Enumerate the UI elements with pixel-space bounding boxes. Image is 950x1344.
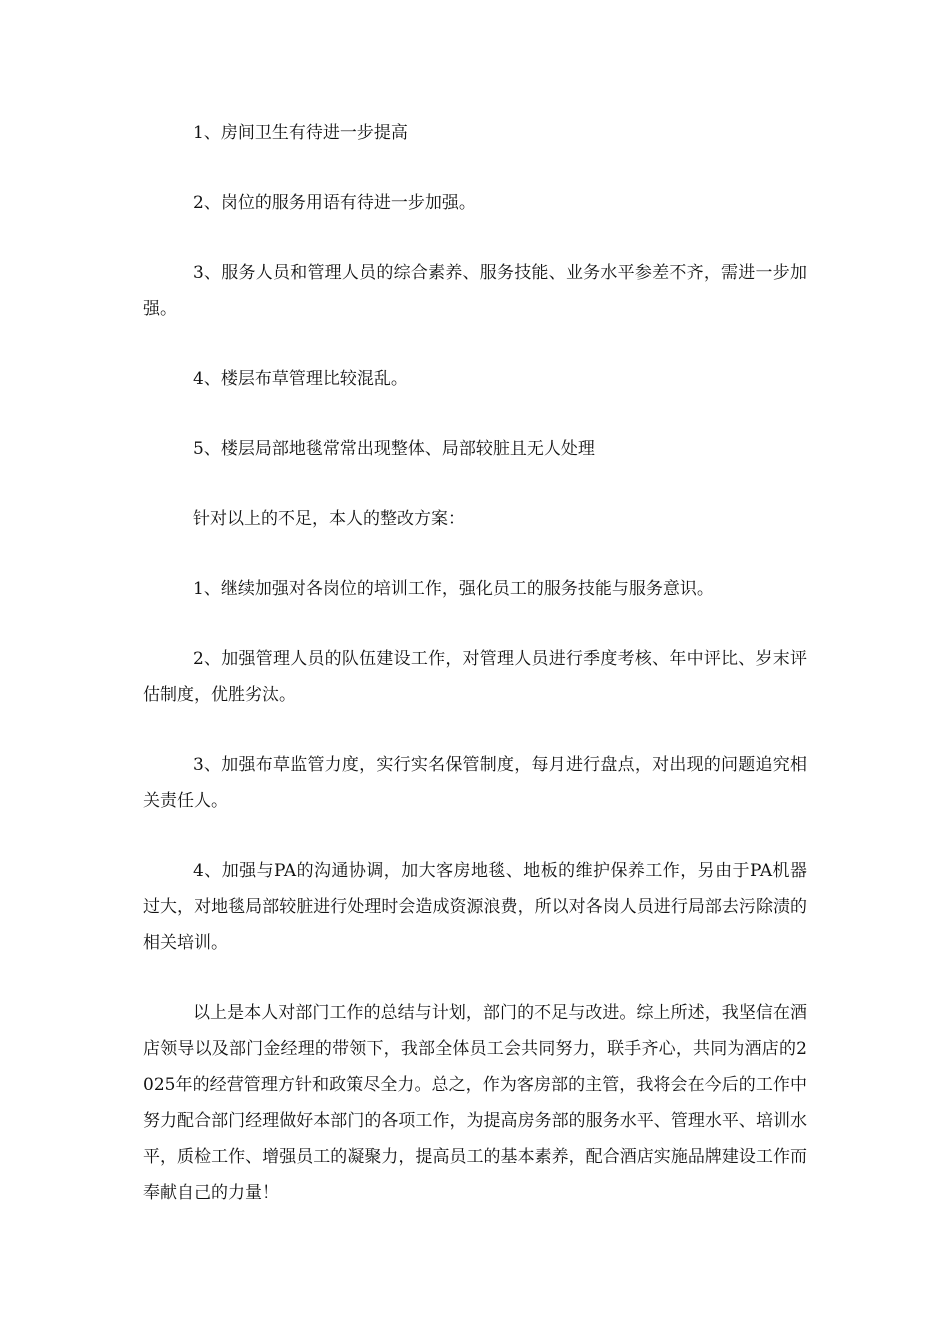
issue-item-3: 3、服务人员和管理人员的综合素养、服务技能、业务水平参差不齐，需进一步加强。 bbox=[143, 263, 807, 319]
plan-item-1: 1、继续加强对各岗位的培训工作，强化员工的服务技能与服务意识。 bbox=[193, 579, 714, 599]
issue-item-1: 1、房间卫生有待进一步提高 bbox=[193, 123, 408, 143]
summary-paragraph: 以上是本人对部门工作的总结与计划，部门的不足与改进。综上所述，我坚信在酒店领导以及部门金经理的带领下，我部全体员工会共同努力，联手齐心，共同为酒店的2025年的经营管理方针和政策尽全力。总之，作为客房部的主管，我将会在今后的工作中努力配合部门经理做好本部门的各项工作，为提高房务部的服务水平、管理水平、培训水平，质检工作、增强员工的凝聚力，提高员工的基本素养，配合酒店实施品牌建设工作而奉献自己的力量！ bbox=[143, 1003, 807, 1203]
document-body bbox=[143, 115, 807, 1211]
issue-item-2: 2、岗位的服务用语有待进一步加强。 bbox=[193, 193, 476, 213]
plan-intro: 针对以上的不足，本人的整改方案： bbox=[193, 509, 465, 529]
issue-item-4: 4、楼层布草管理比较混乱。 bbox=[193, 369, 408, 389]
plan-item-3: 3、加强布草监管力度，实行实名保管制度，每月进行盘点，对出现的问题追究相关责任人。 bbox=[143, 755, 807, 811]
plan-item-4: 4、加强与PA的沟通协调，加大客房地毯、地板的维护保养工作，另由于PA机器过大，对地毯局部较脏进行处理时会造成资源浪费，所以对各岗人员进行局部去污除渍的相关培训。 bbox=[143, 861, 807, 953]
issue-item-5: 5、楼层局部地毯常常出现整体、局部较脏且无人处理 bbox=[193, 439, 595, 459]
plan-item-2: 2、加强管理人员的队伍建设工作，对管理人员进行季度考核、年中评比、岁末评估制度，优胜劣汰。 bbox=[143, 649, 807, 705]
